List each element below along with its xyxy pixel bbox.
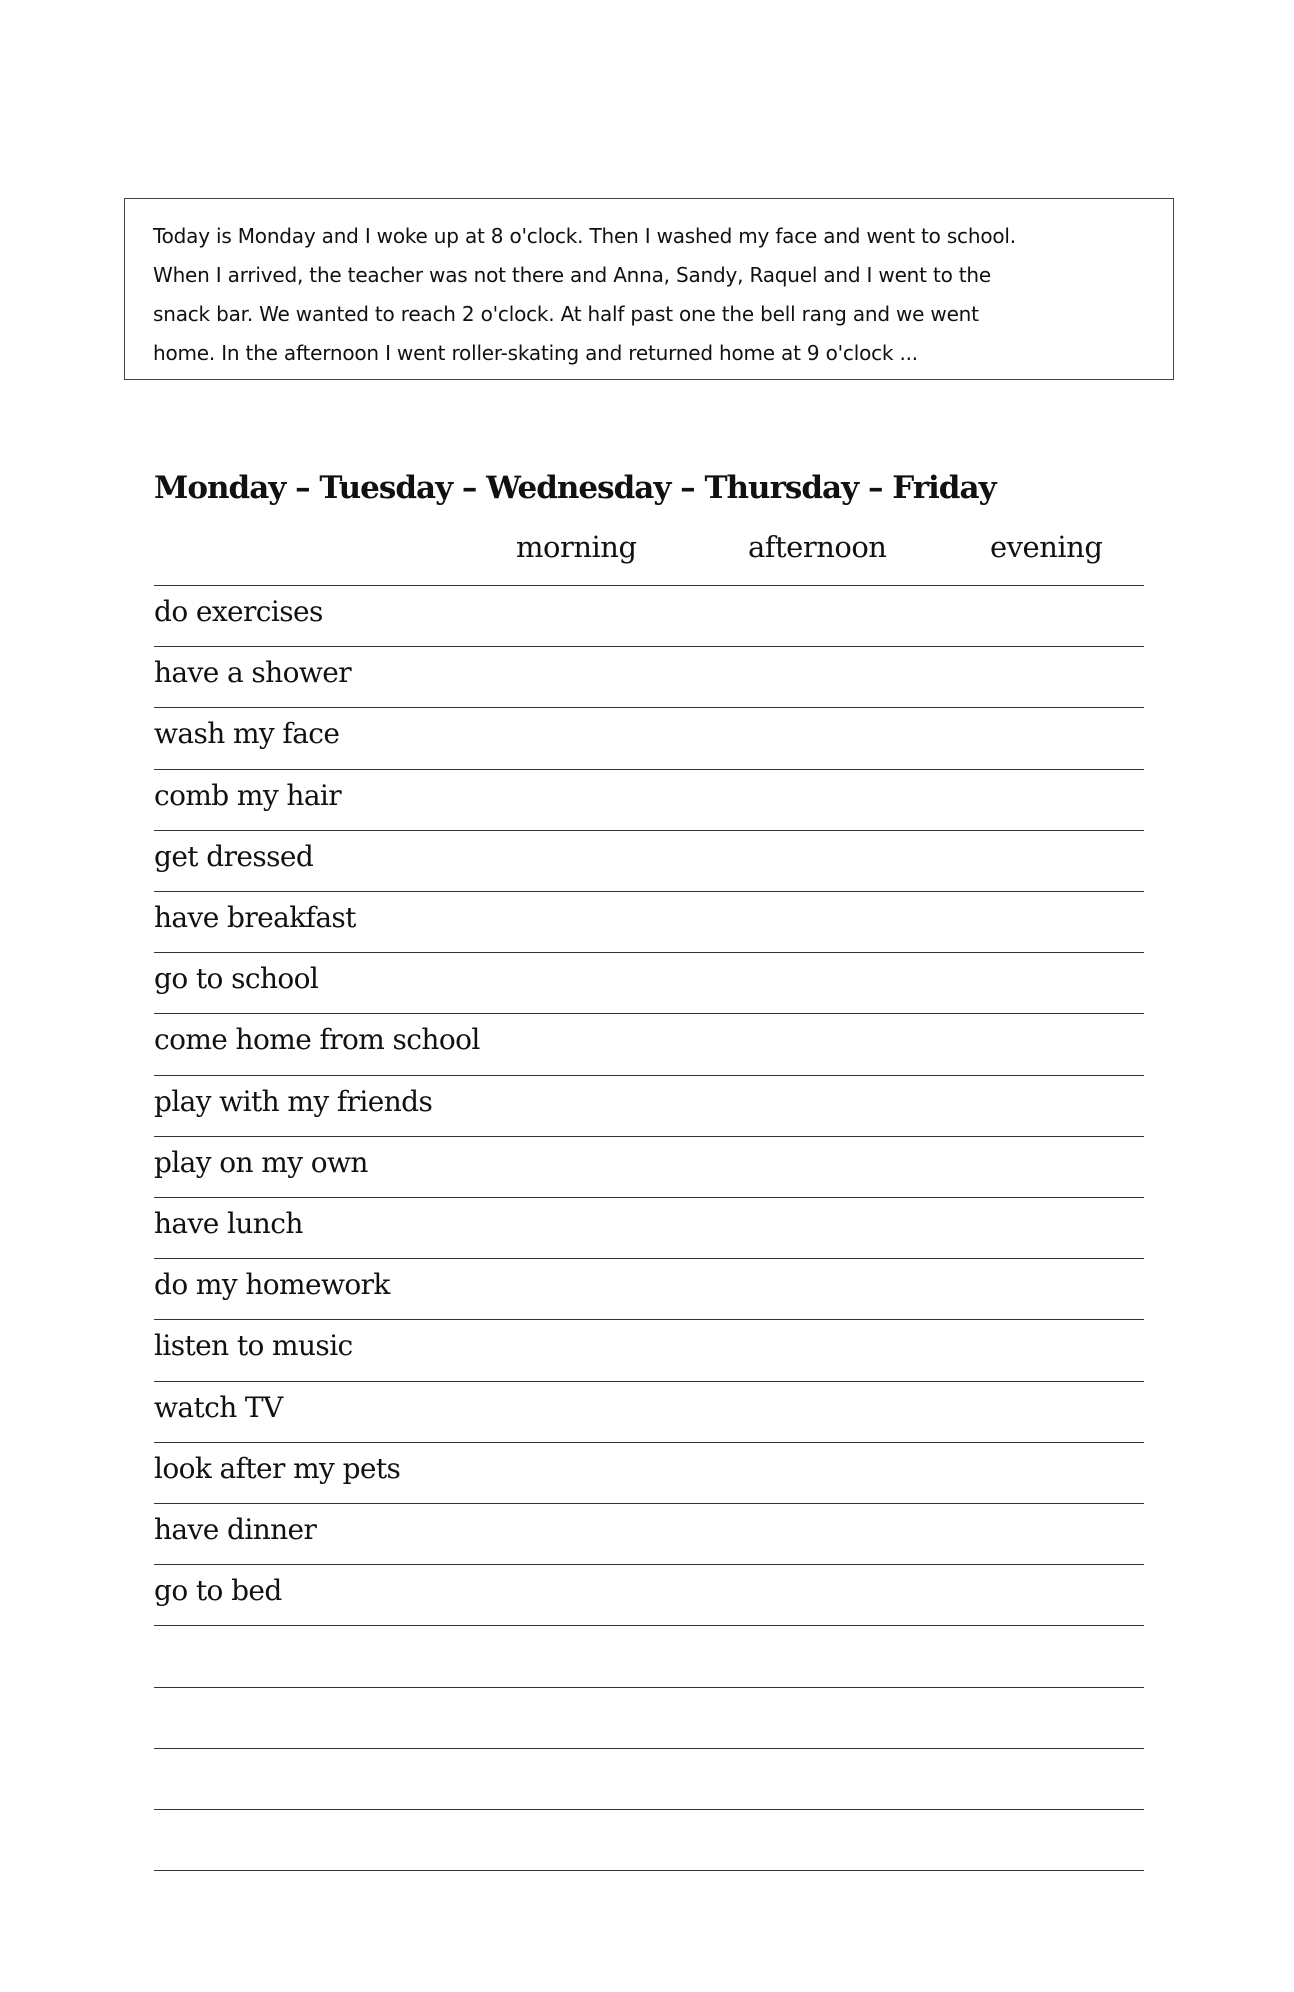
story-line: Today is Monday and I woke up at 8 o'clock. Then I washed my face and went to school. [153, 224, 1016, 248]
activity-label: play on my own [154, 1145, 368, 1179]
activity-label: have a shower [154, 656, 351, 690]
table-row-divider [154, 1564, 1144, 1565]
activity-label: watch TV [154, 1390, 283, 1424]
table-row-divider [154, 1319, 1144, 1320]
table-row-divider [154, 1442, 1144, 1443]
table-row-divider [154, 830, 1144, 831]
table-row-divider [154, 1503, 1144, 1504]
activity-label: do exercises [154, 595, 323, 628]
activity-label: go to school [154, 962, 319, 996]
table-row-divider [154, 1809, 1144, 1810]
table-row-divider [154, 1258, 1144, 1259]
story-box [124, 198, 1174, 380]
table-row-divider [154, 585, 1144, 586]
activity-label: wash my face [154, 717, 340, 751]
activity-label: do my homework [154, 1268, 390, 1302]
table-row-divider [154, 952, 1144, 953]
activity-label: get dressed [154, 839, 314, 873]
table-row-divider [154, 1381, 1144, 1382]
table-row-divider [154, 1013, 1144, 1014]
table-row-divider [154, 646, 1144, 647]
table-row-divider [154, 707, 1144, 708]
activity-label: go to bed [154, 1574, 282, 1608]
activity-label: listen to music [154, 1329, 353, 1363]
activity-label: look after my pets [154, 1451, 401, 1485]
activity-label: play with my friends [154, 1084, 433, 1118]
table-row-divider [154, 1687, 1144, 1688]
activity-label: have dinner [154, 1513, 317, 1546]
story-line: home. In the afternoon I went roller-skating and returned home at 9 o'clock ... [153, 341, 918, 365]
activity-label: have breakfast [154, 901, 356, 934]
table-row-divider [154, 769, 1144, 770]
activity-label: comb my hair [154, 778, 342, 812]
table-row-divider [154, 1197, 1144, 1198]
table-row-divider [154, 1870, 1144, 1871]
table-row-divider [154, 1075, 1144, 1076]
days-heading: Monday – Tuesday – Wednesday – Thursday – Friday [154, 470, 996, 506]
table-row-divider [154, 1625, 1144, 1626]
story-line: When I arrived, the teacher was not there and Anna, Sandy, Raquel and I went to the [153, 263, 992, 287]
column-header-evening: evening [990, 530, 1103, 564]
table-row-divider [154, 1136, 1144, 1137]
column-header-afternoon: afternoon [748, 530, 887, 564]
column-header-morning: morning [516, 530, 637, 564]
story-line: snack bar. We wanted to reach 2 o'clock. At half past one the bell rang and we went [153, 302, 979, 326]
activity-label: come home from school [154, 1023, 480, 1057]
table-row-divider [154, 891, 1144, 892]
activity-label: have lunch [154, 1207, 303, 1240]
table-row-divider [154, 1748, 1144, 1749]
